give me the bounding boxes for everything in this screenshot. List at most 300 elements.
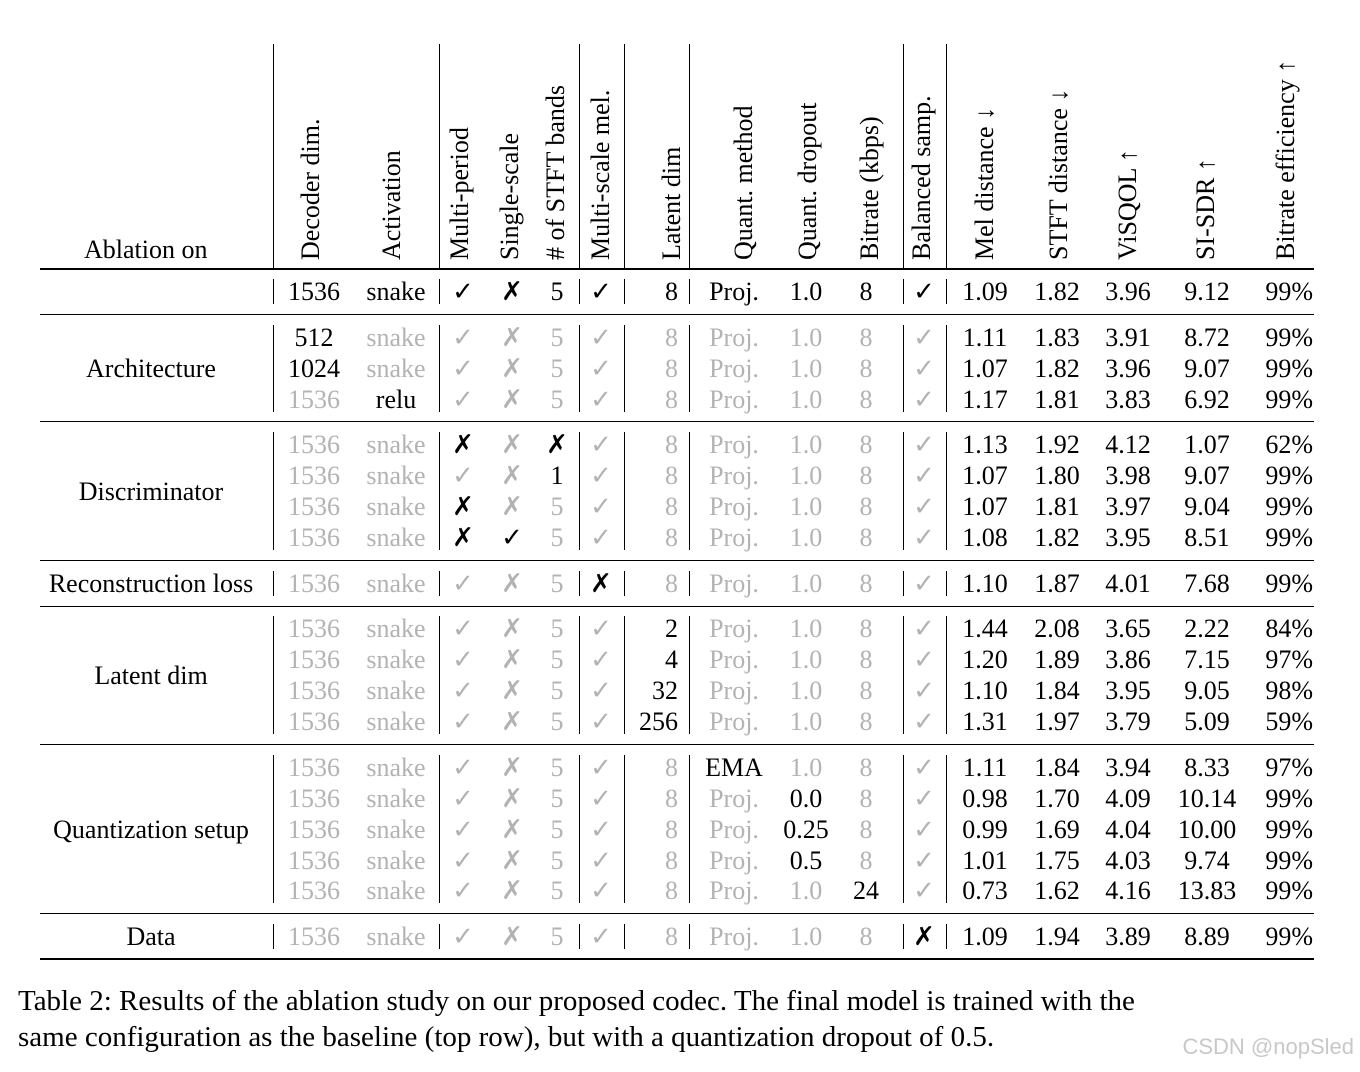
table-cell: 0.98 (962, 784, 1008, 813)
table-cell: 5 (550, 277, 564, 306)
table-cell: ✓ (913, 523, 935, 552)
table-cell: 1.0 (789, 323, 823, 352)
table-cell: 3.98 (1105, 461, 1151, 490)
table-cell: 3.95 (1105, 523, 1151, 552)
group-label: Architecture (86, 354, 216, 383)
table-cell: 8 (665, 323, 678, 352)
column-header-quant-method: Quant. method (729, 105, 758, 260)
table-cell: 8 (665, 876, 678, 905)
table-cell: ✓ (452, 323, 474, 352)
table-cell: Proj. (709, 523, 759, 552)
table-cell: 98% (1265, 676, 1313, 705)
table-cell: snake (366, 354, 426, 383)
table-cell: relu (375, 385, 417, 414)
table-cell: 3.83 (1105, 385, 1151, 414)
table-cell: Proj. (709, 385, 759, 414)
column-header-stft-distance: STFT distance ↓ (1044, 88, 1073, 260)
rule-header-bottom (40, 268, 1314, 270)
group-label: Data (126, 922, 176, 951)
table-cell: ✓ (590, 753, 612, 782)
table-cell: 97% (1265, 753, 1313, 782)
table-cell: Proj. (709, 815, 759, 844)
table-cell: ✓ (590, 922, 612, 951)
table-cell: ✗ (501, 461, 523, 490)
table-cell: 1.81 (1034, 492, 1080, 521)
table-cell: snake (366, 922, 426, 951)
table-cell: ✓ (913, 354, 935, 383)
table-cell: ✗ (590, 569, 612, 598)
table-cell: ✓ (590, 385, 612, 414)
table-cell: 99% (1265, 323, 1313, 352)
table-cell: ✓ (590, 876, 612, 905)
table-cell: ✗ (501, 645, 523, 674)
table-cell: ✓ (452, 277, 474, 306)
table-cell: 1.17 (962, 385, 1008, 414)
table-cell: 99% (1265, 922, 1313, 951)
table-cell: 1.80 (1034, 461, 1080, 490)
table-cell: 9.04 (1184, 492, 1230, 521)
table-cell: 8.89 (1184, 922, 1230, 951)
table-cell: snake (366, 815, 426, 844)
table-cell: 1536 (288, 569, 340, 598)
table-cell: 1.08 (962, 523, 1008, 552)
group-label: Reconstruction loss (48, 569, 254, 598)
table-cell: ✓ (452, 354, 474, 383)
table-cell: 8 (665, 461, 678, 490)
table-cell: ✗ (452, 430, 474, 459)
table-cell: 9.07 (1184, 354, 1230, 383)
rule-table-bottom (40, 958, 1314, 960)
table-cell: 84% (1265, 614, 1313, 643)
table-cell: 512 (294, 323, 334, 352)
table-cell: ✗ (501, 323, 523, 352)
table-cell: Proj. (709, 676, 759, 705)
table-cell: ✓ (913, 753, 935, 782)
table-cell: Proj. (709, 876, 759, 905)
table-cell: 8 (859, 323, 873, 352)
table-cell: 0.99 (962, 815, 1008, 844)
table-cell: ✓ (913, 815, 935, 844)
table-cell: EMA (705, 753, 763, 782)
table-cell: 1.0 (789, 354, 823, 383)
column-separator (273, 44, 274, 268)
table-cell: 8 (859, 922, 873, 951)
table-cell: 3.96 (1105, 277, 1151, 306)
table-cell: 8 (859, 461, 873, 490)
table-cell: 1.87 (1034, 569, 1080, 598)
table-cell: 1.0 (789, 922, 823, 951)
table-cell: 1.0 (789, 876, 823, 905)
table-cell: 1.0 (789, 645, 823, 674)
table-cell: 8.72 (1184, 323, 1230, 352)
table-cell: 59% (1265, 707, 1313, 736)
table-cell: ✓ (913, 385, 935, 414)
column-header-si-sdr: SI-SDR ↑ (1191, 158, 1220, 260)
table-cell: 1.82 (1034, 277, 1080, 306)
table-cell: 1.94 (1034, 922, 1080, 951)
column-separator (439, 44, 440, 268)
table-cell: 7.15 (1184, 645, 1230, 674)
table-cell: 8 (665, 922, 678, 951)
table-cell: 5 (550, 815, 564, 844)
table-cell: 8 (665, 523, 678, 552)
table-cell: 0.0 (789, 784, 823, 813)
table-cell: 13.83 (1177, 876, 1237, 905)
table-cell: ✓ (913, 569, 935, 598)
table-cell: ✗ (501, 354, 523, 383)
table-cell: 8 (665, 430, 678, 459)
table-cell: 5 (550, 876, 564, 905)
table-cell: ✓ (452, 753, 474, 782)
table-cell: 1536 (288, 753, 340, 782)
table-cell: ✓ (590, 323, 612, 352)
table-cell: 5 (550, 922, 564, 951)
table-cell: 8 (859, 614, 873, 643)
table-cell: 99% (1265, 385, 1313, 414)
column-separator (624, 44, 625, 268)
table-cell: ✓ (913, 676, 935, 705)
table-cell: ✓ (452, 385, 474, 414)
table-cell: 8 (665, 277, 678, 306)
table-cell: 3.65 (1105, 614, 1151, 643)
table-cell: 0.73 (962, 876, 1008, 905)
table-cell: Proj. (709, 323, 759, 352)
table-cell: snake (366, 277, 426, 306)
table-cell: 4.01 (1105, 569, 1151, 598)
table-cell: ✓ (913, 430, 935, 459)
rule-group-separator (40, 560, 1314, 561)
table-cell: 1536 (288, 676, 340, 705)
table-cell: ✓ (590, 645, 612, 674)
table-cell: ✓ (452, 876, 474, 905)
rule-group-separator (40, 421, 1314, 422)
table-cell: 5 (550, 614, 564, 643)
column-header-activation: Activation (377, 150, 406, 260)
table-cell: 1536 (288, 461, 340, 490)
table-cell: 1.0 (789, 614, 823, 643)
table-cell: 1.0 (789, 430, 823, 459)
table-cell: 8 (859, 354, 873, 383)
table-cell: Proj. (709, 645, 759, 674)
table-cell: 1.0 (789, 676, 823, 705)
table-cell: Proj. (709, 354, 759, 383)
table-caption (18, 983, 1348, 1055)
table-cell: 9.07 (1184, 461, 1230, 490)
table-cell: 99% (1265, 876, 1313, 905)
table-cell: 1.62 (1034, 876, 1080, 905)
table-cell: 1536 (288, 385, 340, 414)
column-header-bitrate-efficiency: Bitrate efficiency ↑ (1271, 59, 1300, 260)
table-cell: 99% (1265, 277, 1313, 306)
table-cell: 3.79 (1105, 707, 1151, 736)
table-cell: 8.33 (1184, 753, 1230, 782)
table-cell: 3.91 (1105, 323, 1151, 352)
column-header-multi-scale-mel: Multi-scale mel. (586, 89, 615, 260)
table-cell: 4.12 (1105, 430, 1151, 459)
group-label: Quantization setup (53, 814, 249, 844)
table-cell: snake (366, 614, 426, 643)
column-header-multi-period: Multi-period (445, 127, 474, 260)
table-cell: snake (366, 846, 426, 875)
table-cell: ✓ (452, 569, 474, 598)
table-cell: 1.07 (962, 461, 1008, 490)
table-cell: 6.92 (1184, 385, 1230, 414)
table-cell: 1.0 (789, 707, 823, 736)
table-cell: 1.13 (962, 430, 1008, 459)
table-cell: 0.25 (783, 815, 829, 844)
table-cell: 5 (550, 753, 564, 782)
table-cell: Proj. (709, 784, 759, 813)
table-cell: Proj. (709, 846, 759, 875)
rule-group-separator (40, 606, 1314, 607)
table-cell: 1.84 (1034, 676, 1080, 705)
table-cell: Proj. (709, 430, 759, 459)
table-cell: 3.89 (1105, 922, 1151, 951)
table-cell: 99% (1265, 815, 1313, 844)
table-cell: 99% (1265, 461, 1313, 490)
table-cell: ✗ (501, 277, 523, 306)
group-label: Discriminator (78, 476, 224, 506)
table-cell: 1.0 (789, 385, 823, 414)
table-cell: snake (366, 523, 426, 552)
rule-group-separator (40, 913, 1314, 914)
table-cell: ✗ (501, 676, 523, 705)
table-cell: 8 (665, 569, 678, 598)
table-cell: 1.82 (1034, 354, 1080, 383)
table-cell: ✓ (913, 645, 935, 674)
column-header-balanced-samp: Balanced samp. (907, 95, 936, 260)
column-separator (689, 44, 690, 268)
table-cell: ✗ (501, 815, 523, 844)
table-cell: 1.31 (962, 707, 1008, 736)
table-cell: 62% (1265, 430, 1313, 459)
table-cell: 4.09 (1105, 784, 1151, 813)
table-cell: ✗ (546, 430, 568, 459)
table-cell: 1.44 (962, 614, 1008, 643)
table-cell: ✗ (501, 846, 523, 875)
table-cell: ✓ (590, 784, 612, 813)
table-cell: 8 (859, 492, 873, 521)
table-cell: ✗ (501, 876, 523, 905)
table-cell: 1.82 (1034, 523, 1080, 552)
table-cell: 5 (550, 523, 564, 552)
table-cell: snake (366, 492, 426, 521)
table-cell: 99% (1265, 784, 1313, 813)
table-cell: 1536 (288, 492, 340, 521)
column-header-stft-bands: # of STFT bands (541, 84, 570, 260)
table-cell: 8.51 (1184, 523, 1230, 552)
table-cell: 2.22 (1184, 614, 1230, 643)
table-cell: 1.75 (1034, 846, 1080, 875)
table-cell: 8 (859, 645, 873, 674)
table-cell: 5 (550, 707, 564, 736)
table-cell: 4.04 (1105, 815, 1151, 844)
table-cell: 8 (859, 385, 873, 414)
table-cell: 4.16 (1105, 876, 1151, 905)
table-cell: Proj. (709, 922, 759, 951)
table-cell: 5 (550, 784, 564, 813)
table-cell: 1.81 (1034, 385, 1080, 414)
table-cell: 8 (859, 430, 873, 459)
caption-line-2: same configuration as the baseline (top row), but with a quantization dropout of 0.5. (18, 1021, 995, 1053)
table-cell: ✓ (452, 676, 474, 705)
table-cell: 9.05 (1184, 676, 1230, 705)
column-separator (903, 44, 904, 268)
table-cell: 1536 (288, 876, 340, 905)
table-cell: ✓ (590, 846, 612, 875)
table-cell: ✓ (913, 846, 935, 875)
table-cell: snake (366, 784, 426, 813)
table-cell: 1 (550, 461, 564, 490)
table-cell: ✓ (590, 523, 612, 552)
table-cell: snake (366, 676, 426, 705)
table-cell: Proj. (709, 707, 759, 736)
table-cell: ✓ (913, 784, 935, 813)
table-cell: ✓ (452, 614, 474, 643)
table-cell: ✗ (501, 707, 523, 736)
table-cell: 2.08 (1034, 614, 1080, 643)
table-cell: 5 (550, 385, 564, 414)
row-header-label: Ablation on (84, 235, 208, 264)
table-cell: 99% (1265, 846, 1313, 875)
table-cell: 8 (859, 676, 873, 705)
table-cell: 97% (1265, 645, 1313, 674)
table-cell: 2 (665, 614, 678, 643)
table-cell: 1.11 (962, 323, 1008, 352)
column-header-mel-distance: Mel distance ↓ (970, 106, 999, 260)
table-cell: ✓ (590, 461, 612, 490)
table-cell: 1536 (288, 784, 340, 813)
table-cell: 8 (665, 753, 678, 782)
table-cell: 8 (859, 569, 873, 598)
table-cell: 8 (859, 523, 873, 552)
column-header-bitrate: Bitrate (kbps) (855, 116, 884, 260)
table-cell: ✗ (501, 614, 523, 643)
table-cell: 1.10 (962, 676, 1008, 705)
table-cell: 10.14 (1177, 784, 1237, 813)
table-cell: 1536 (288, 277, 340, 306)
table-cell: 8 (665, 815, 678, 844)
column-header-latent-dim: Latent dim (657, 146, 686, 260)
table-cell: Proj. (709, 277, 759, 306)
table-cell: ✓ (452, 645, 474, 674)
table-cell: 5 (550, 645, 564, 674)
table-cell: 8 (665, 784, 678, 813)
table-cell: 5 (550, 846, 564, 875)
column-header-quant-dropout: Quant. dropout (793, 102, 822, 260)
column-separator (579, 44, 580, 268)
table-cell: 5 (550, 354, 564, 383)
group-label: Latent dim (94, 660, 208, 690)
table-cell: 3.97 (1105, 492, 1151, 521)
table-cell: snake (366, 569, 426, 598)
table-cell: 24 (853, 876, 879, 905)
table-cell: 0.5 (789, 846, 823, 875)
table-cell: Proj. (709, 461, 759, 490)
table-cell: 5 (550, 492, 564, 521)
table-cell: Proj. (709, 492, 759, 521)
table-cell: 1.83 (1034, 323, 1080, 352)
table-cell: ✗ (501, 569, 523, 598)
table-cell: 1536 (288, 846, 340, 875)
table-cell: ✓ (590, 707, 612, 736)
table-cell: ✗ (501, 784, 523, 813)
table-cell: 1.11 (962, 753, 1008, 782)
table-cell: 3.96 (1105, 354, 1151, 383)
table-cell: 1.97 (1034, 707, 1080, 736)
rule-group-separator (40, 744, 1314, 745)
table-cell: ✓ (590, 430, 612, 459)
table-cell: 8 (859, 784, 873, 813)
table-cell: ✓ (452, 461, 474, 490)
table-cell: snake (366, 645, 426, 674)
table-cell: 1.0 (789, 461, 823, 490)
table-cell: ✓ (590, 815, 612, 844)
column-header-decoder-dim: Decoder dim. (296, 118, 325, 260)
table-cell: ✓ (913, 614, 935, 643)
table-cell: 1536 (288, 922, 340, 951)
table-cell: 7.68 (1184, 569, 1230, 598)
table-cell: ✓ (452, 922, 474, 951)
table-cell: 8 (859, 277, 873, 306)
table-cell: snake (366, 753, 426, 782)
table-cell: 1.07 (962, 492, 1008, 521)
table-cell: 1.09 (962, 277, 1008, 306)
table-cell: 8 (665, 354, 678, 383)
table-cell: ✓ (590, 614, 612, 643)
table-cell: 99% (1265, 523, 1313, 552)
table-cell: snake (366, 323, 426, 352)
table-cell: 32 (652, 676, 678, 705)
table-cell: 99% (1265, 492, 1313, 521)
table-cell: ✓ (501, 523, 523, 552)
table-cell: 1.07 (1184, 430, 1230, 459)
table-cell: ✓ (913, 707, 935, 736)
table-cell: ✓ (452, 784, 474, 813)
table-cell: 1536 (288, 645, 340, 674)
table-cell: snake (366, 461, 426, 490)
table-cell: 1.0 (789, 753, 823, 782)
table-cell: 9.12 (1184, 277, 1230, 306)
table-cell: ✓ (913, 876, 935, 905)
table-cell: 4.03 (1105, 846, 1151, 875)
watermark: CSDN @nopSled (1182, 1034, 1354, 1059)
table-cell: 8 (859, 815, 873, 844)
table-cell: 8 (859, 846, 873, 875)
table-cell: ✗ (501, 922, 523, 951)
table-cell: 1.09 (962, 922, 1008, 951)
table-cell: ✓ (590, 354, 612, 383)
table-cell: ✓ (452, 707, 474, 736)
table-cell: 1.0 (789, 523, 823, 552)
table-cell: 3.86 (1105, 645, 1151, 674)
table-cell: 1536 (288, 614, 340, 643)
table-cell: 99% (1265, 354, 1313, 383)
table-cell: ✓ (913, 277, 935, 306)
table-cell: 99% (1265, 569, 1313, 598)
table-cell: 1536 (288, 815, 340, 844)
table-cell: 1.0 (789, 569, 823, 598)
table-cell: 1.0 (789, 492, 823, 521)
table-cell: 10.00 (1177, 815, 1237, 844)
table-cell: 1536 (288, 707, 340, 736)
table-cell: 8 (665, 492, 678, 521)
table-cell: 8 (665, 846, 678, 875)
table-cell: 5 (550, 323, 564, 352)
table-cell: 1.20 (962, 645, 1008, 674)
table-cell: snake (366, 876, 426, 905)
table-cell: snake (366, 430, 426, 459)
